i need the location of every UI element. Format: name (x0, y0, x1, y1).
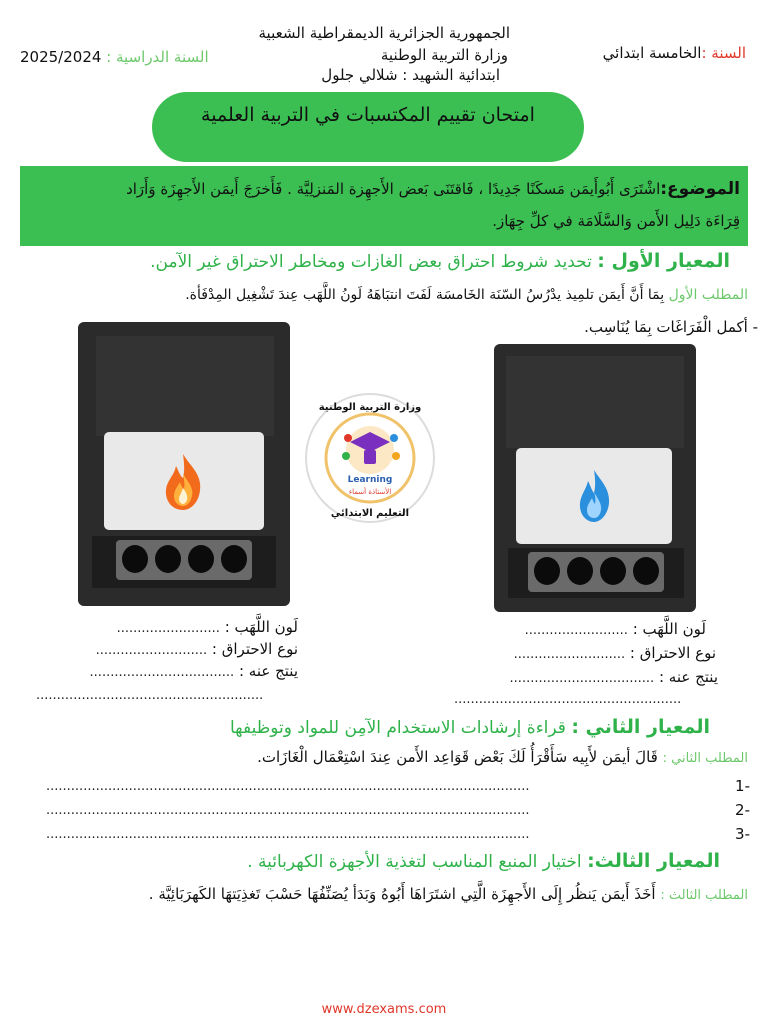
task2-line (140, 748, 748, 766)
logo-ring-top: وزارة التربية الوطنية (318, 402, 422, 413)
topic-line-2: قِرَاءَة دَلِيل الأَمن وَالسَّلَامَة في كلِّ جِهَاز. (492, 212, 740, 230)
left-result-line (40, 662, 298, 680)
left-combustion-dots: ........................... (95, 643, 208, 658)
answer-num-1: -1 (735, 777, 750, 795)
year-label: السنة الدراسية : (106, 48, 209, 66)
criterion3-text: اختيار المنبع المناسب لتغذية الأجهزة الكهربائية . (247, 852, 582, 872)
footer-url[interactable]: www.dzexams.com (321, 1002, 447, 1017)
answer-dots-1: ..................................................................................................................... (46, 778, 530, 794)
right-combustion-dots: ........................... (513, 647, 626, 662)
grade-label: السنة : (701, 44, 746, 62)
left-result-label: ينتج عنه : (238, 662, 298, 680)
task2-text: قَالَ أيمَن لأَبِيه سَأَقْرَأُ لَكَ بَعْض قَوَاعِد الأَمن عِندَ اسْتِعْمَال الْغَازَات. (257, 748, 658, 766)
answer-line-2 (46, 798, 750, 822)
task1-label: المطلب الأول (668, 287, 748, 303)
left-stove-top-panel (96, 336, 274, 436)
answer-num-3: -3 (735, 825, 750, 843)
blue-flame-icon (574, 468, 614, 524)
right-flame-label: لَون اللَّهَب : (632, 620, 706, 638)
logo-word: Learning (347, 475, 393, 485)
answer-dots-3: ..................................................................................................................... (46, 826, 530, 842)
criterion3-line (140, 850, 720, 872)
topic-text-1: اشْتَرَى أَبُوأَيمَن مَسكَنًا جَدِيدًا ، فَاقتَنَى بَعض الأَجهِزة المَنزلِيَّة . فَأَخرَجَ أَيمَن الأَجهِزَة وَأَرَاد (126, 180, 661, 198)
right-flame-dots: ......................... (524, 623, 628, 638)
right-result-line (450, 668, 718, 686)
right-combustion-line (450, 644, 716, 662)
burner-8 (633, 557, 659, 585)
title-banner (152, 92, 584, 162)
topic-label: الموضوع: (660, 179, 740, 199)
burner-4 (221, 545, 247, 573)
criterion1-label: المعيار الأول : (597, 250, 730, 272)
republic-header: الجمهورية الجزائرية الديمقراطية الشعبية (258, 24, 510, 42)
topic-line-1 (28, 178, 740, 200)
exam-title: امتحان تقييم المكتسبات في التربية العلمية (201, 104, 535, 126)
answer-line-3 (46, 822, 750, 846)
task1-text: بِمَا أَنَّ أَيمَن تلمِيذ يدْرُسُ السّنَة الخَامسَة لَفَتَ انتبَاهَهُ لَونُ اللَّهَب عِندَ تَشْغِيل المِدْفَأة. (185, 287, 665, 303)
burner-3 (188, 545, 214, 573)
answer-num-2: -2 (735, 801, 750, 819)
criterion1-line (40, 250, 730, 272)
left-combustion-label: نوع الاحتراق : (211, 640, 298, 658)
right-result-label: ينتج عنه : (658, 668, 718, 686)
left-combustion-line (40, 640, 298, 658)
task1-line (20, 287, 748, 303)
right-stove-top-panel (506, 356, 684, 448)
burner-5 (534, 557, 560, 585)
burner-1 (122, 545, 148, 573)
task3-line (30, 885, 748, 903)
criterion3-label: المعيار الثالث: (587, 850, 720, 872)
grade-value: الخامسة ابتدائي (602, 44, 702, 62)
ministry-logo (302, 390, 438, 526)
right-extra-dots: ....................................................... (454, 692, 682, 707)
criterion1-text: تحديد شروط احتراق بعض الغازات ومخاطر الاحتراق غير الآمن. (150, 252, 592, 272)
answer-dots-2: ..................................................................................................................... (46, 802, 530, 818)
left-flame-line (40, 618, 298, 636)
left-flame-dots: ......................... (116, 621, 220, 636)
criterion2-text: قراءة إرشادات الاستخدام الآمِن للمواد وتوظيفها (230, 718, 566, 738)
criterion2-label: المعيار الثاني : (571, 716, 710, 738)
task3-text: أَخَذَ أَيمَن يَنظُر إِلَى الأَجهِزَة الَّتِي اشتَرَاهَا أَبُوهُ وَبَدَأ يُصَنِّفُهَا حَسْبَ تَغذِيَتهَا الكَهرَبَائِيَّة . (148, 885, 656, 903)
right-result-dots: ................................... (509, 671, 655, 686)
orange-flame-icon (160, 452, 206, 512)
year-value: 2025/2024 (20, 48, 102, 66)
left-result-dots: ................................... (89, 665, 235, 680)
burner-7 (600, 557, 626, 585)
school-year (20, 48, 232, 67)
left-extra-dots: ....................................................... (36, 688, 264, 703)
task3-label: المطلب الثالث : (660, 888, 748, 903)
right-flame-line (450, 620, 706, 638)
school-name: ابتدائية الشهيد : شلالي جلول (321, 66, 500, 84)
task2-label: المطلب الثاني : (662, 751, 748, 766)
grade-level (560, 44, 746, 63)
logo-ring-bottom: التعليم الابتدائي (330, 508, 410, 519)
answer-line-1 (46, 774, 750, 798)
left-flame-label: لَون اللَّهَب : (224, 618, 298, 636)
answer-lines (46, 774, 750, 846)
ministry-header: وزارة التربية الوطنية (380, 46, 508, 64)
task1-instruction: - أكمل الْفَرَاغَات بِمَا يُنَاسِب. (584, 318, 758, 336)
logo-teacher: الأستاذة أسماء (348, 488, 392, 496)
burner-2 (155, 545, 181, 573)
right-combustion-label: نوع الاحتراق : (629, 644, 716, 662)
burner-6 (567, 557, 593, 585)
criterion2-line (160, 716, 710, 738)
